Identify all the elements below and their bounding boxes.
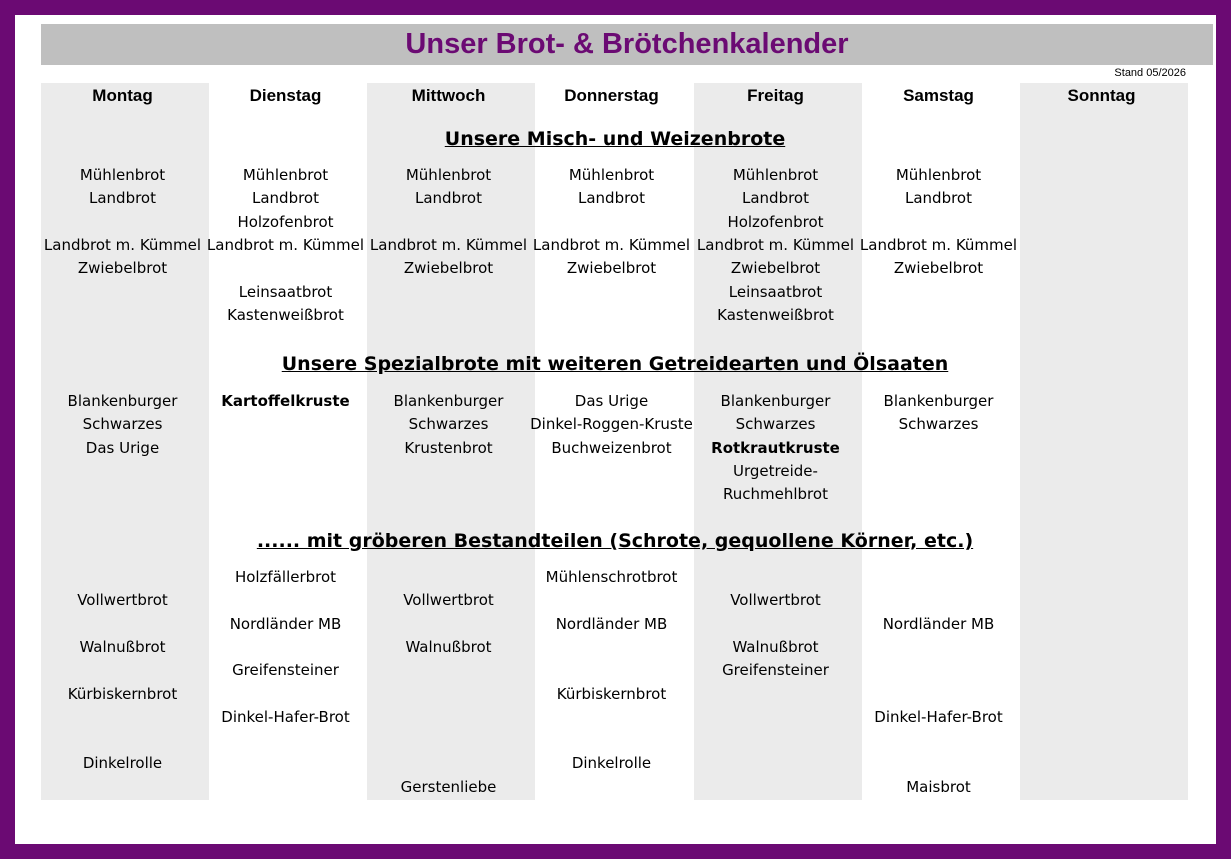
- section-heading: Unsere Misch- und Weizenbrote: [444, 128, 786, 150]
- day-header-2: Mittwoch: [411, 86, 486, 105]
- section-heading: ...... mit gröberen Bestandteilen (Schrote, gequollene Körner, etc.): [256, 530, 974, 552]
- bread-item: Mühlenbrot: [79, 166, 166, 184]
- bread-item: Vollwertbrot: [730, 591, 821, 610]
- day-header-0: Montag: [92, 86, 153, 105]
- bread-item: Zwiebelbrot: [893, 259, 984, 278]
- bread-item: Nordländer MB: [555, 614, 668, 633]
- day-header-1: Dienstag: [249, 86, 322, 105]
- stand-date: Stand 05/2026: [1114, 67, 1186, 79]
- title-bar: [41, 24, 1213, 65]
- bread-item: Landbrot: [252, 189, 319, 208]
- bread-item: Kastenweißbrot: [227, 305, 344, 324]
- bread-item: Vollwertbrot: [77, 591, 168, 610]
- bread-item: Ruchmehlbrot: [723, 485, 828, 504]
- bread-item: Buchweizenbrot: [551, 438, 672, 457]
- bread-item: Greifensteiner: [232, 661, 339, 680]
- bread-item: Dinkel-Hafer-Brot: [221, 707, 350, 726]
- bread-item: Schwarzes: [735, 415, 816, 434]
- bread-item: Walnußbrot: [79, 637, 166, 656]
- bread-item: Kastenweißbrot: [717, 305, 834, 324]
- bread-item: Landbrot: [415, 189, 482, 208]
- bread-item: Urgetreide-: [733, 461, 818, 480]
- bread-item: Rotkrautkruste: [711, 438, 840, 457]
- bread-item: Holzofenbrot: [237, 212, 334, 231]
- bread-item: Landbrot: [905, 189, 972, 208]
- bread-item: Zwiebelbrot: [730, 259, 821, 278]
- bread-item: Landbrot m. Kümmel: [696, 235, 855, 254]
- bread-item: Blankenburger: [883, 392, 994, 410]
- bread-item: Schwarzes: [408, 415, 489, 434]
- day-header-3: Donnerstag: [564, 86, 659, 105]
- bread-item: Dinkelrolle: [571, 754, 652, 773]
- bread-item: Holzfällerbrot: [234, 568, 337, 586]
- bread-item: Blankenburger: [67, 392, 178, 410]
- section-heading: Unsere Spezialbrote mit weiteren Getreidearten und Ölsaaten: [281, 353, 949, 375]
- bread-item: Das Urige: [85, 438, 160, 457]
- bread-item: Landbrot m. Kümmel: [859, 235, 1018, 254]
- bread-item: Mühlenschrotbrot: [545, 568, 678, 586]
- bread-item: Kürbiskernbrot: [556, 684, 667, 703]
- bread-item: Landbrot: [742, 189, 809, 208]
- bread-item: Landbrot m. Kümmel: [206, 235, 365, 254]
- bread-item: Dinkel-Roggen-Kruste: [530, 415, 693, 434]
- bread-item: Holzofenbrot: [727, 212, 824, 231]
- bread-item: Leinsaatbrot: [728, 282, 823, 301]
- bread-item: Landbrot: [578, 189, 645, 208]
- bread-item: Dinkelrolle: [82, 754, 163, 773]
- bread-item: Krustenbrot: [404, 438, 493, 457]
- bread-item: Landbrot m. Kümmel: [43, 235, 202, 254]
- bread-item: Nordländer MB: [229, 614, 342, 633]
- bread-item: Das Urige: [574, 392, 649, 410]
- bread-item: Mühlenbrot: [568, 166, 655, 184]
- bread-item: Landbrot: [89, 189, 156, 208]
- day-header-4: Freitag: [747, 86, 804, 105]
- bread-item: Landbrot m. Kümmel: [532, 235, 691, 254]
- bread-item: Mühlenbrot: [405, 166, 492, 184]
- bread-item: Greifensteiner: [722, 661, 829, 680]
- bread-item: Mühlenbrot: [242, 166, 329, 184]
- bread-item: Vollwertbrot: [403, 591, 494, 610]
- day-header-6: Sonntag: [1067, 86, 1136, 105]
- bread-item: Zwiebelbrot: [77, 259, 168, 278]
- bread-item: Kartoffelkruste: [221, 392, 350, 410]
- bread-item: Walnußbrot: [405, 637, 492, 656]
- bread-item: Blankenburger: [720, 392, 831, 410]
- bread-item: Leinsaatbrot: [238, 282, 333, 301]
- bread-item: Dinkel-Hafer-Brot: [874, 707, 1003, 726]
- bread-item: Schwarzes: [898, 415, 979, 434]
- bread-item: Mühlenbrot: [732, 166, 819, 184]
- bread-item: Zwiebelbrot: [566, 259, 657, 278]
- bread-item: Kürbiskernbrot: [67, 684, 178, 703]
- bread-item: Maisbrot: [906, 777, 971, 796]
- bread-item: Walnußbrot: [732, 637, 819, 656]
- bread-item: Landbrot m. Kümmel: [369, 235, 528, 254]
- bread-item: Gerstenliebe: [400, 777, 497, 796]
- day-header-5: Samstag: [903, 86, 974, 105]
- bread-item: Mühlenbrot: [895, 166, 982, 184]
- bread-item: Nordländer MB: [882, 614, 995, 633]
- page-title: Unser Brot- & Brötchenkalender: [405, 28, 849, 60]
- bread-item: Schwarzes: [82, 415, 163, 434]
- bread-item: Zwiebelbrot: [403, 259, 494, 278]
- bread-item: Blankenburger: [393, 392, 504, 410]
- day-column-shade: [1020, 83, 1188, 800]
